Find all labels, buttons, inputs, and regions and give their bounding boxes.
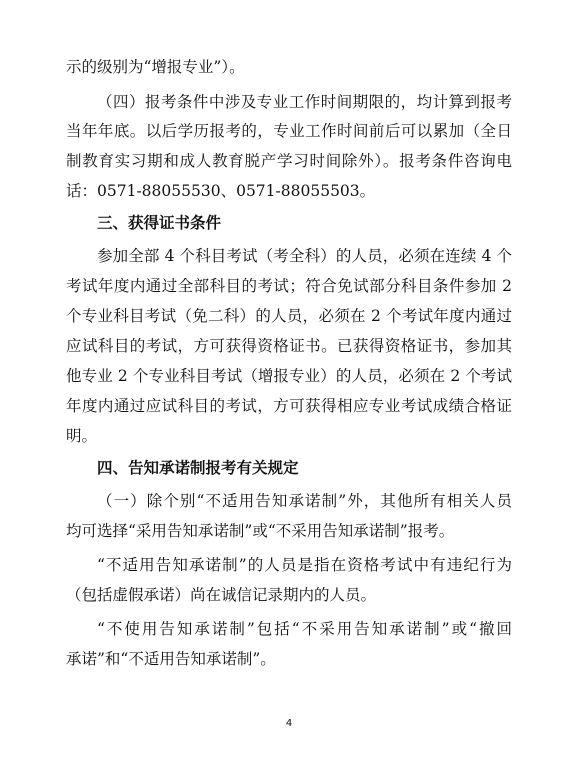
section-4-para-3-line-1: “不使用告知承诺制”包括“不采用告知承诺制”或“撤回 [97, 620, 512, 638]
item-4-line-2: 当年年底。以后学历报考的，专业工作时间前后可以累加（全日 [66, 122, 512, 140]
section-3-line-4: 应试科目的考试，方可获得资格证书。已获得资格证书，参加其 [66, 337, 512, 355]
section-3-line-2: 考试年度内通过全部科目的考试；符合免试部分科目条件参加 2 [66, 277, 512, 295]
page-number: 4 [285, 718, 293, 729]
item-4-line-3: 制教育实习期和成人教育脱产学习时间除外）。报考条件咨询电 [66, 152, 512, 170]
section-4-para-1-line-1: （一）除个别“不适用告知承诺制”外，其他所有相关人员 [97, 492, 512, 510]
item-4-line-1: （四）报考条件中涉及专业工作时间期限的，均计算到报考 [97, 93, 512, 111]
section-4-para-2-line-2: （包括虚假承诺）尚在诚信记录期内的人员。 [66, 586, 377, 604]
item-4-line-4: 话：0571-88055530、0571-88055503。 [66, 182, 376, 200]
closing-line-previous-section: 示的级别为“增报专业”）。 [66, 58, 245, 76]
section-3-line-7: 明。 [66, 427, 98, 445]
section-4-para-3-line-2: 承诺”和“不适用告知承诺制”。 [66, 650, 276, 668]
section-3-heading: 三、获得证书条件 [97, 214, 222, 232]
section-3-line-5: 他专业 2 个专业科目考试（增报专业）的人员，必须在 2 个考试 [66, 367, 512, 385]
section-4-heading: 四、告知承诺制报考有关规定 [97, 459, 299, 477]
section-3-line-3: 个专业科目考试（免二科）的人员，必须在 2 个考试年度内通过 [66, 307, 512, 325]
section-3-line-1: 参加全部 4 个科目考试（考全科）的人员，必须在连续 4 个 [97, 247, 512, 265]
section-3-line-6: 年度内通过应试科目的考试，方可获得相应专业考试成绩合格证 [66, 397, 512, 415]
section-4-para-2-line-1: “不适用告知承诺制”的人员是指在资格考试中有违纪行为 [97, 556, 512, 574]
section-4-para-1-line-2: 均可选择“采用告知承诺制”或“不采用告知承诺制”报考。 [66, 522, 455, 540]
